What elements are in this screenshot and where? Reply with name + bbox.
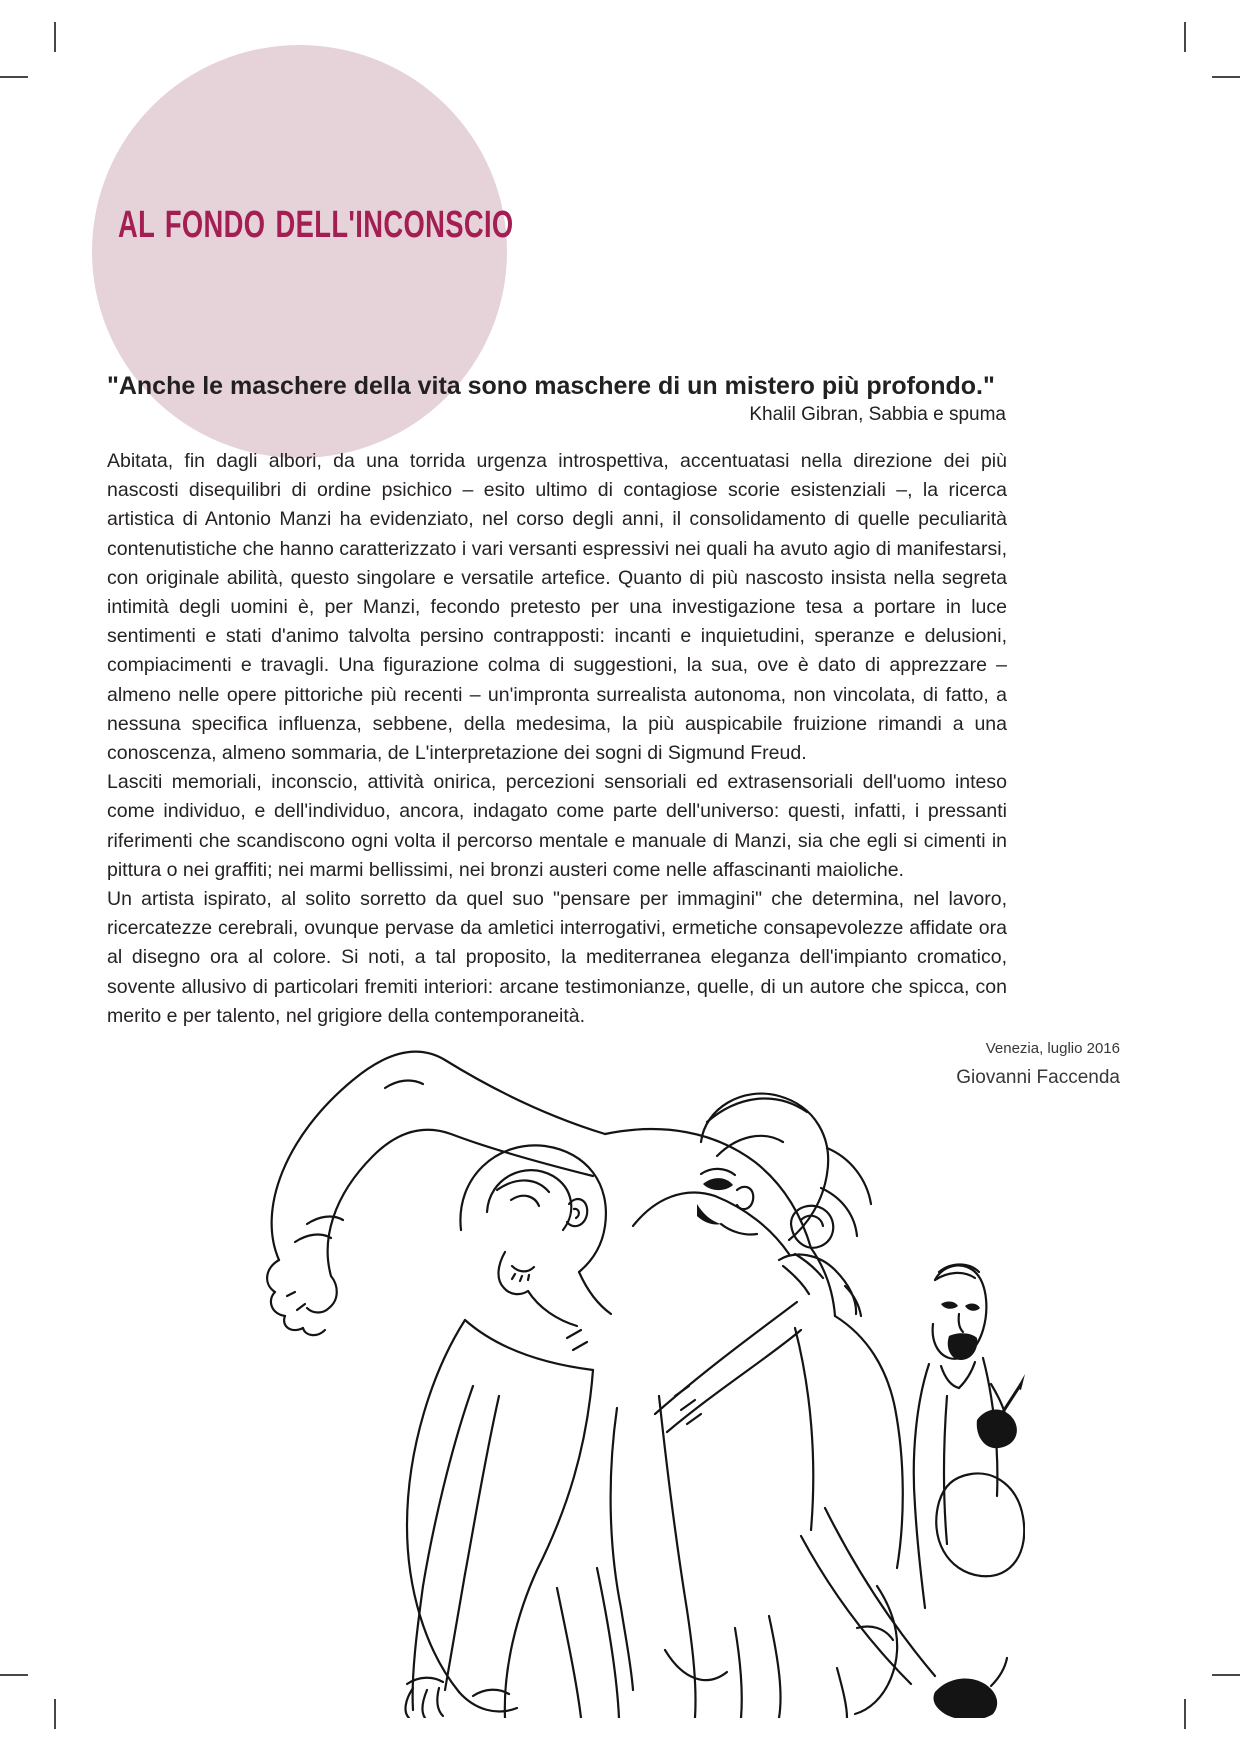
quote-text: "Anche le maschere della vita sono maschere di un mistero più profondo." [107, 372, 995, 400]
paragraph: Un artista ispirato, al solito sorretto da quel suo "pensare per immagini" che determina, nel lavoro, ricercatezze cerebrali, ovunque pervase da amletici interrogativi, ermetiche consapevolezze affidate ora al disegno ora al colore. Si noti, a tal proposito, la mediterranea eleganza dell'impianto cromatico, sovente allusivo di particolari fremiti interiori: arcane testimonianze, quelle, di un autore che spicca, con merito e per talento, nel grigiore della contemporaneità. [107, 888, 1007, 1027]
signoff-author: Giovanni Faccenda [956, 1067, 1120, 1088]
crop-mark [1212, 76, 1240, 78]
paragraph: Lasciti memoriali, inconscio, attività onirica, percezioni sensoriali ed extrasensoriali dell'uomo inteso come individuo, e dell'individuo, ancora, indagato come parte dell'universo: questi, infatti, i pressanti riferimenti che scandiscono ogni volta il percorso mentale e manuale di Manzi, sia che egli si cimenti in pittura o nei graffiti; nei marmi bellissimi, nei bronzi austeri come nelle affascinanti maioliche. [107, 771, 1007, 881]
crop-mark [1184, 22, 1186, 52]
page-title: AL FONDO DELL'INCONSCIO [118, 204, 514, 246]
intertwined-figures-line-drawing [235, 1028, 1025, 1718]
crop-mark [1184, 1699, 1186, 1729]
signoff [956, 1040, 1120, 1089]
crop-mark [54, 1699, 56, 1729]
crop-mark [0, 1674, 28, 1676]
essay-body [107, 447, 1007, 1031]
signoff-place-date: Venezia, luglio 2016 [985, 1040, 1120, 1057]
crop-mark [0, 76, 28, 78]
quote-attribution: Khalil Gibran, Sabbia e spuma [749, 404, 1006, 425]
crop-mark [54, 22, 56, 52]
paragraph: Abitata, fin dagli albori, da una torrida urgenza introspettiva, accentuatasi nella direzione dei più nascosti disequilibri di ordine psichico – esito ultimo di contagiose scorie esistenziali –, la ricerca artistica di Antonio Manzi ha evidenziato, nel corso degli anni, il consolidamento di quelle peculiarità contenutistiche che hanno caratterizzato i vari versanti espressivi nei quali ha avuto agio di manifestarsi, con originale abilità, questo singolare e versatile artefice. Quanto di più nascosto insista nella segreta intimità degli uomini è, per Manzi, fecondo pretesto per una investigazione tesa a portare in luce sentimenti e stati d'animo talvolta persino contrapposti: incanti e inquietudini, speranze e delusioni, compiacimenti e travagli. Una figurazione colma di suggestioni, la sua, ove è dato di apprezzare – almeno nelle opere pittoriche più recenti – un'impronta surrealista autonoma, non vincolata, di fatto, a nessuna specifica influenza, sebbene, della medesima, la più auspicabile fruizione rimandi a una conoscenza, almeno sommaria, de L'interpretazione dei sogni di Sigmund Freud. [107, 450, 1007, 765]
crop-mark [1212, 1674, 1240, 1676]
